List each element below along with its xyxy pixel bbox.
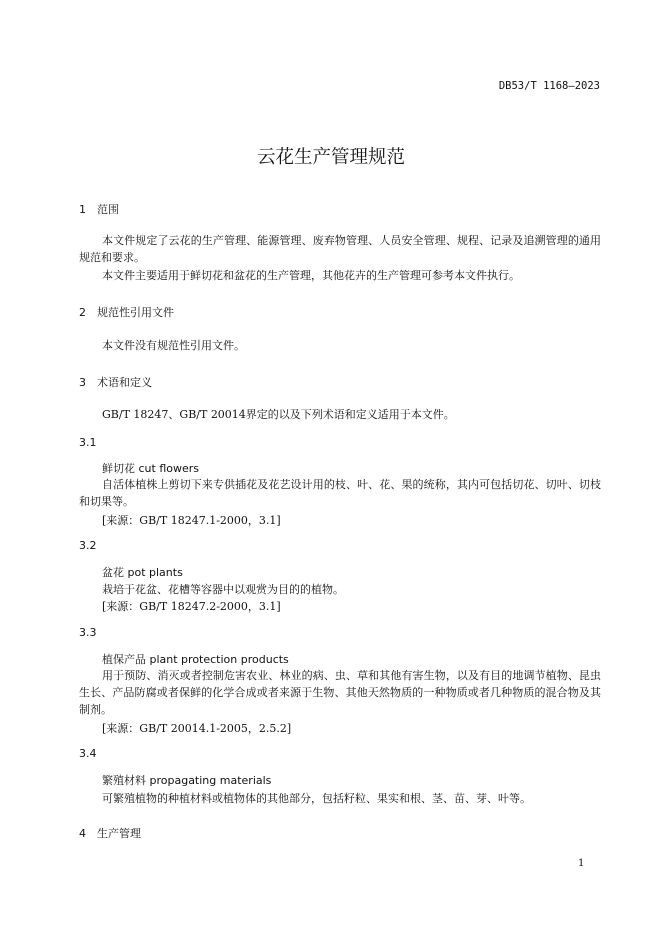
section-1-heading [79,201,119,217]
term-3-4-number: 3.4 [79,747,97,760]
term-3-1-definition: 自活体植株上剪切下来专供插花及花艺设计用的枝、叶、花、果的统称，其内可包括切花、切叶、切枝和切果等。 [79,478,601,508]
section-1-paragraph-2: 本文件主要适用于鲜切花和盆花的生产管理，其他花卉的生产管理可参考本文件执行。 [102,269,520,282]
term-3-1-source: [来源：GB/T 18247.1-2000，3.1] [102,514,281,527]
section-3-paragraph-1: GB/T 18247、GB/T 20014界定的以及下列术语和定义适用于本文件。 [102,408,455,421]
section-number: 1 [79,203,86,216]
term-3-4-title: 繁殖材料 propagating materials [102,774,272,787]
term-3-3-source: [来源：GB/T 20014.1-2005，2.5.2] [102,722,292,735]
section-2-heading [79,304,174,320]
term-3-4-definition: 可繁殖植物的种植材料或植物体的其他部分，包括籽粒、果实和根、茎、苗、芽、叶等。 [102,792,531,805]
section-3-heading [79,374,152,390]
term-3-1-number: 3.1 [79,436,97,449]
section-number: 3 [79,376,86,389]
section-title: 术语和定义 [97,376,152,389]
section-number: 2 [79,306,86,319]
term-3-2-source: [来源：GB/T 18247.2-2000，3.1] [102,600,281,613]
term-3-3-definition: 用于预防、消灭或者控制危害农业、林业的病、虫、草和其他有害生物，以及有目的地调节植物、昆虫生长、产品防腐或者保鲜的化学合成或者来源于生物、其他天然物质的一种物质或者几种物质的混合物及其制剂。 [79,669,601,716]
section-4-heading [79,825,141,841]
page-title: 云花生产管理规范 [256,147,405,168]
section-1-paragraph-1: 本文件规定了云花的生产管理、能源管理、废弃物管理、人员安全管理、规程、记录及追溯管理的通用规范和要求。 [79,234,601,264]
term-3-2-title: 盆花 pot plants [102,566,183,579]
document-code: DB53/T 1168—2023 [498,80,600,92]
term-3-1-title: 鲜切花 cut flowers [102,462,200,475]
section-title: 规范性引用文件 [97,306,174,319]
term-3-3-number: 3.3 [79,626,97,639]
section-2-paragraph-1: 本文件没有规范性引用文件。 [102,339,245,352]
section-title: 生产管理 [97,827,141,840]
term-3-3-title: 植保产品 plant protection products [102,653,289,666]
section-number: 4 [79,827,86,840]
page-number: 1 [578,858,585,869]
term-3-2-definition: 栽培于花盆、花槽等容器中以观赏为目的的植物。 [102,583,344,596]
section-title: 范围 [97,203,119,216]
term-3-2-number: 3.2 [79,539,97,552]
